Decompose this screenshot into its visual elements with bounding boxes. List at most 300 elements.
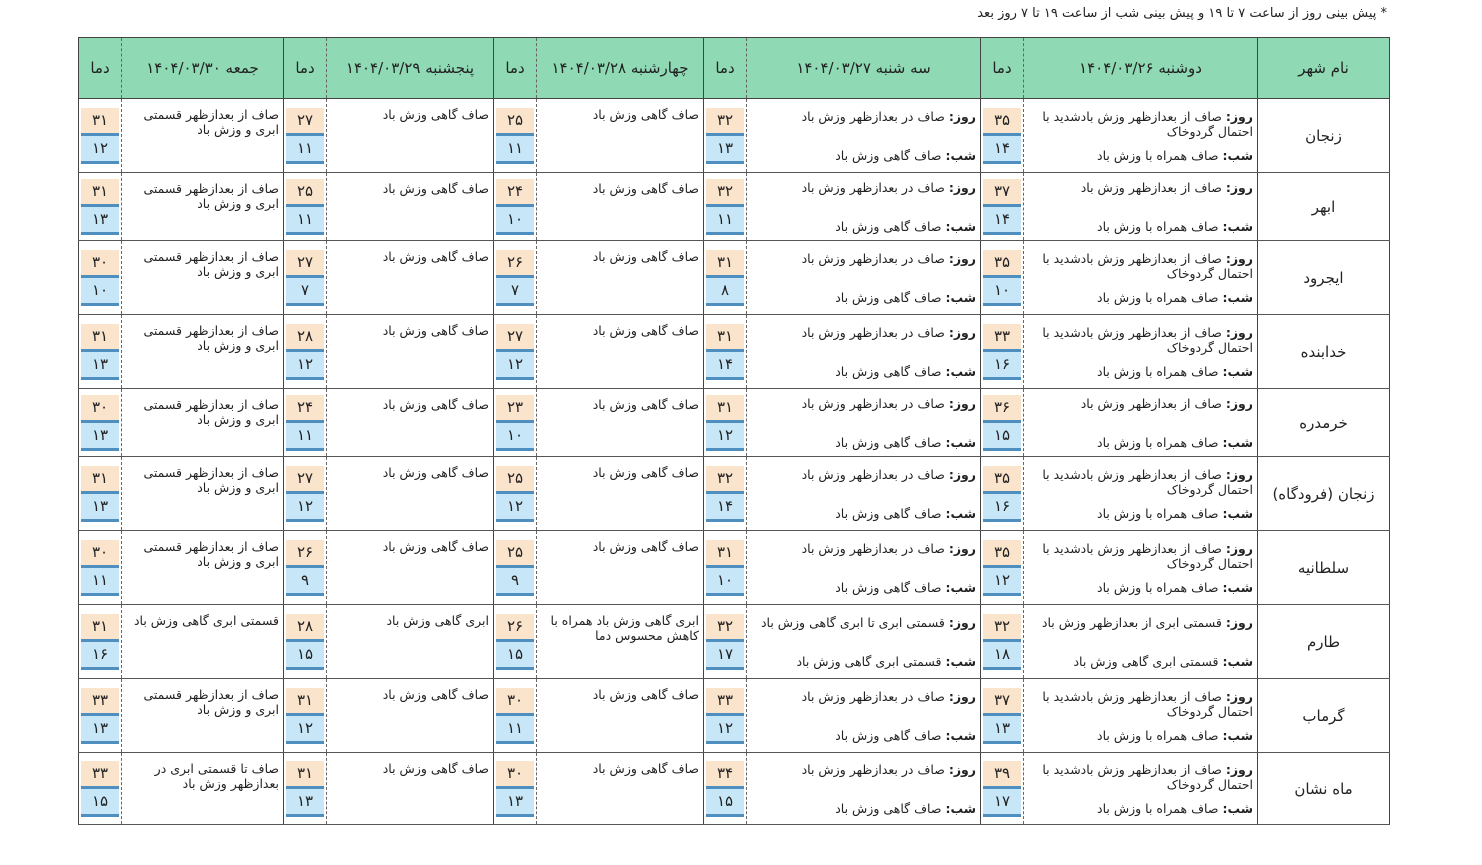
temp-cell — [79, 679, 122, 753]
max-temp: ۳۱ — [286, 688, 324, 716]
day-forecast — [1028, 689, 1253, 719]
night-label: شب: — [945, 579, 976, 595]
min-temp: ۱۱ — [286, 423, 324, 451]
night-forecast — [1028, 364, 1253, 379]
day-label: روز: — [948, 688, 976, 704]
min-temp: ۱۰ — [496, 423, 534, 451]
night-text: صاف همراه با وزش باد — [1097, 218, 1219, 234]
night-text: صاف همراه با وزش باد — [1097, 505, 1219, 521]
temp-cell — [494, 241, 537, 315]
night-text: صاف گاهی وزش باد — [835, 727, 942, 743]
day-text: صاف از بعدازظهر وزش بادشدید با احتمال گردوخاک — [1042, 761, 1253, 792]
night-forecast — [1028, 435, 1253, 450]
night-forecast — [751, 219, 976, 234]
forecast-cell — [537, 389, 704, 457]
forecast-text: صاف از بعدازظهر قسمتی ابری و وزش باد — [143, 397, 279, 427]
min-temp: ۱۷ — [983, 789, 1021, 817]
max-temp: ۳۳ — [81, 688, 119, 716]
day-forecast — [751, 541, 976, 556]
max-temp: ۳۰ — [81, 250, 119, 278]
min-temp: ۱۴ — [983, 136, 1021, 164]
night-label: شب: — [945, 289, 976, 305]
max-temp: ۲۶ — [286, 540, 324, 568]
city-name: ماه نشان — [1258, 753, 1390, 825]
day-forecast — [751, 325, 976, 340]
day-text: صاف از بعدازظهر وزش بادشدید با احتمال گردوخاک — [1042, 466, 1253, 497]
city-name: سلطانیه — [1258, 531, 1390, 605]
night-label: شب: — [945, 727, 976, 743]
night-forecast — [1028, 580, 1253, 595]
forecast-text: صاف گاهی وزش باد — [592, 397, 699, 412]
min-temp: ۱۱ — [286, 207, 324, 235]
day-label: روز: — [948, 108, 976, 124]
day-label: روز: — [1225, 324, 1253, 340]
day-forecast — [1028, 251, 1253, 281]
forecast-text: صاف از بعدازظهر قسمتی ابری و وزش باد — [143, 539, 279, 569]
temp-cell — [284, 315, 327, 389]
header-day-2: سه شنبه ۱۴۰۴/۰۳/۲۷ — [747, 38, 981, 99]
forecast-cell — [327, 315, 494, 389]
min-temp: ۱۲ — [496, 352, 534, 380]
max-temp: ۳۱ — [706, 540, 744, 568]
forecast-cell — [747, 99, 981, 173]
day-label: روز: — [948, 250, 976, 266]
forecast-cell — [537, 605, 704, 679]
day-text: صاف در بعدازظهر وزش باد — [801, 250, 945, 266]
forecast-cell — [327, 457, 494, 531]
forecast-cell — [327, 389, 494, 457]
night-forecast — [751, 801, 976, 816]
header-day-5: جمعه ۱۴۰۴/۰۳/۳۰ — [122, 38, 284, 99]
night-forecast — [1028, 801, 1253, 816]
temp-cell — [494, 679, 537, 753]
temp-cell — [981, 389, 1024, 457]
day-forecast — [751, 180, 976, 195]
night-text: صاف همراه با وزش باد — [1097, 800, 1219, 816]
day-label: روز: — [948, 540, 976, 556]
city-name: زنجان — [1258, 99, 1390, 173]
temp-cell — [704, 315, 747, 389]
temp-cell — [79, 457, 122, 531]
night-text: صاف گاهی وزش باد — [835, 800, 942, 816]
max-temp: ۲۶ — [496, 250, 534, 278]
min-temp: ۱۲ — [496, 494, 534, 522]
day-text: صاف از بعدازظهر وزش باد — [1080, 395, 1222, 411]
header-temp-3: دما — [494, 38, 537, 99]
forecast-cell — [122, 99, 284, 173]
max-temp: ۳۱ — [81, 614, 119, 642]
max-temp: ۳۱ — [706, 395, 744, 423]
max-temp: ۳۰ — [81, 395, 119, 423]
night-text: قسمتی ابری گاهی وزش باد — [1073, 653, 1219, 669]
min-temp: ۷ — [286, 278, 324, 306]
table-row — [79, 315, 1390, 389]
min-temp: ۷ — [496, 278, 534, 306]
max-temp: ۳۵ — [983, 108, 1021, 136]
night-label: شب: — [1222, 363, 1253, 379]
header-city: نام شهر — [1258, 38, 1390, 99]
night-label: شب: — [1222, 218, 1253, 234]
temp-cell — [704, 531, 747, 605]
table-row — [79, 605, 1390, 679]
forecast-table — [78, 37, 1390, 825]
min-temp: ۱۷ — [706, 642, 744, 670]
min-temp: ۱۰ — [81, 278, 119, 306]
table-row — [79, 531, 1390, 605]
forecast-cell — [122, 531, 284, 605]
day-text: صاف در بعدازظهر وزش باد — [801, 540, 945, 556]
temp-cell — [494, 173, 537, 241]
forecast-cell — [1024, 389, 1258, 457]
max-temp: ۳۹ — [983, 761, 1021, 789]
min-temp: ۱۶ — [983, 352, 1021, 380]
table-row — [79, 173, 1390, 241]
min-temp: ۸ — [706, 278, 744, 306]
night-forecast — [1028, 290, 1253, 305]
day-forecast — [1028, 396, 1253, 411]
header-day-1: دوشنبه ۱۴۰۴/۰۳/۲۶ — [1024, 38, 1258, 99]
forecast-cell — [1024, 753, 1258, 825]
night-forecast — [1028, 728, 1253, 743]
max-temp: ۳۵ — [983, 250, 1021, 278]
temp-cell — [79, 241, 122, 315]
min-temp: ۱۳ — [81, 494, 119, 522]
forecast-cell — [537, 753, 704, 825]
max-temp: ۳۰ — [496, 761, 534, 789]
min-temp: ۱۰ — [983, 278, 1021, 306]
temp-cell — [704, 173, 747, 241]
max-temp: ۳۲ — [983, 614, 1021, 642]
min-temp: ۱۸ — [983, 642, 1021, 670]
day-text: صاف از بعدازظهر وزش بادشدید با احتمال گردوخاک — [1042, 540, 1253, 571]
night-text: صاف گاهی وزش باد — [835, 579, 942, 595]
min-temp: ۱۲ — [286, 494, 324, 522]
city-name: طارم — [1258, 605, 1390, 679]
min-temp: ۱۳ — [983, 716, 1021, 744]
min-temp: ۱۰ — [706, 568, 744, 596]
day-forecast — [1028, 325, 1253, 355]
min-temp: ۱۲ — [286, 716, 324, 744]
max-temp: ۲۴ — [286, 395, 324, 423]
temp-cell — [79, 753, 122, 825]
city-name: زنجان (فرودگاه) — [1258, 457, 1390, 531]
temp-cell — [981, 679, 1024, 753]
temp-cell — [981, 315, 1024, 389]
city-name: گرماب — [1258, 679, 1390, 753]
night-label: شب: — [1222, 800, 1253, 816]
day-label: روز: — [1225, 688, 1253, 704]
min-temp: ۱۵ — [706, 789, 744, 817]
min-temp: ۱۱ — [496, 716, 534, 744]
temp-cell — [981, 753, 1024, 825]
day-label: روز: — [1225, 395, 1253, 411]
forecast-cell — [1024, 99, 1258, 173]
max-temp: ۲۷ — [496, 324, 534, 352]
forecast-cell — [537, 173, 704, 241]
forecast-cell — [1024, 679, 1258, 753]
forecast-text: صاف گاهی وزش باد — [592, 107, 699, 122]
temp-cell — [704, 605, 747, 679]
forecast-cell — [327, 679, 494, 753]
max-temp: ۲۵ — [496, 108, 534, 136]
temp-cell — [79, 389, 122, 457]
forecast-cell — [122, 389, 284, 457]
day-label: روز: — [948, 761, 976, 777]
night-label: شب: — [1222, 579, 1253, 595]
night-text: صاف همراه با وزش باد — [1097, 579, 1219, 595]
day-forecast — [751, 762, 976, 777]
temp-cell — [981, 531, 1024, 605]
min-temp: ۱۴ — [706, 352, 744, 380]
night-forecast — [751, 506, 976, 521]
forecast-cell — [122, 315, 284, 389]
day-label: روز: — [1225, 108, 1253, 124]
forecast-text: صاف از بعدازظهر قسمتی ابری و وزش باد — [143, 687, 279, 717]
temp-cell — [704, 389, 747, 457]
temp-cell — [981, 457, 1024, 531]
min-temp: ۱۶ — [81, 642, 119, 670]
forecast-cell — [122, 753, 284, 825]
forecast-cell — [327, 531, 494, 605]
forecast-cell — [327, 173, 494, 241]
forecast-cell — [537, 531, 704, 605]
day-forecast — [1028, 541, 1253, 571]
min-temp: ۱۲ — [81, 136, 119, 164]
max-temp: ۳۱ — [81, 108, 119, 136]
temp-cell — [704, 457, 747, 531]
forecast-cell — [537, 679, 704, 753]
forecast-text: صاف گاهی وزش باد — [382, 687, 489, 702]
forecast-cell — [122, 457, 284, 531]
day-forecast — [1028, 762, 1253, 792]
day-text: قسمتی ابری تا ابری گاهی وزش باد — [760, 614, 945, 630]
forecast-cell — [537, 99, 704, 173]
max-temp: ۲۵ — [496, 466, 534, 494]
night-forecast — [1028, 654, 1253, 669]
forecast-text: قسمتی ابری گاهی وزش باد — [133, 613, 279, 628]
table-row — [79, 99, 1390, 173]
night-forecast — [751, 364, 976, 379]
forecast-text: صاف گاهی وزش باد — [592, 465, 699, 480]
table-row — [79, 753, 1390, 825]
forecast-cell — [747, 753, 981, 825]
day-forecast — [751, 467, 976, 482]
forecast-cell — [1024, 173, 1258, 241]
night-forecast — [751, 435, 976, 450]
forecast-cell — [747, 241, 981, 315]
night-text: صاف گاهی وزش باد — [835, 434, 942, 450]
max-temp: ۳۷ — [983, 179, 1021, 207]
header-day-4: پنجشنبه ۱۴۰۴/۰۳/۲۹ — [327, 38, 494, 99]
max-temp: ۳۱ — [81, 466, 119, 494]
temp-cell — [494, 389, 537, 457]
forecast-text: صاف گاهی وزش باد — [592, 539, 699, 554]
night-label: شب: — [945, 218, 976, 234]
min-temp: ۱۵ — [81, 789, 119, 817]
forecast-text: صاف از بعدازظهر قسمتی ابری و وزش باد — [143, 249, 279, 279]
min-temp: ۱۰ — [496, 207, 534, 235]
header-temp-5: دما — [79, 38, 122, 99]
min-temp: ۱۱ — [81, 568, 119, 596]
forecast-text: صاف گاهی وزش باد — [592, 761, 699, 776]
night-forecast — [751, 654, 976, 669]
temp-cell — [981, 605, 1024, 679]
forecast-text: صاف گاهی وزش باد — [382, 397, 489, 412]
forecast-text: صاف گاهی وزش باد — [592, 323, 699, 338]
forecast-cell — [747, 679, 981, 753]
day-text: قسمتی ابری از بعدازظهر وزش باد — [1041, 614, 1222, 630]
table-row — [79, 679, 1390, 753]
temp-cell — [79, 605, 122, 679]
min-temp: ۱۵ — [983, 423, 1021, 451]
temp-cell — [284, 173, 327, 241]
night-label: شب: — [1222, 653, 1253, 669]
city-name: ابهر — [1258, 173, 1390, 241]
forecast-cell — [537, 457, 704, 531]
forecast-text: صاف از بعدازظهر قسمتی ابری و وزش باد — [143, 107, 279, 137]
day-forecast — [1028, 109, 1253, 139]
table-row — [79, 241, 1390, 315]
max-temp: ۲۳ — [496, 395, 534, 423]
forecast-text: صاف از بعدازظهر قسمتی ابری و وزش باد — [143, 323, 279, 353]
temp-cell — [981, 173, 1024, 241]
day-text: صاف در بعدازظهر وزش باد — [801, 108, 945, 124]
header-day-3: چهارشنبه ۱۴۰۴/۰۳/۲۸ — [537, 38, 704, 99]
day-forecast — [1028, 180, 1253, 195]
max-temp: ۳۲ — [706, 466, 744, 494]
forecast-cell — [1024, 457, 1258, 531]
night-text: صاف همراه با وزش باد — [1097, 727, 1219, 743]
night-label: شب: — [945, 434, 976, 450]
table-row — [79, 389, 1390, 457]
temp-cell — [284, 679, 327, 753]
day-forecast — [751, 689, 976, 704]
temp-cell — [981, 99, 1024, 173]
max-temp: ۳۲ — [706, 614, 744, 642]
max-temp: ۳۵ — [983, 466, 1021, 494]
forecast-text: صاف از بعدازظهر قسمتی ابری و وزش باد — [143, 465, 279, 495]
forecast-cell — [537, 241, 704, 315]
min-temp: ۱۲ — [706, 716, 744, 744]
forecast-text: ابری گاهی وزش باد — [386, 613, 489, 628]
day-text: صاف از بعدازظهر وزش بادشدید با احتمال گردوخاک — [1042, 108, 1253, 139]
min-temp: ۱۵ — [286, 642, 324, 670]
forecast-cell — [327, 241, 494, 315]
night-text: صاف گاهی وزش باد — [835, 147, 942, 163]
max-temp: ۳۲ — [706, 179, 744, 207]
temp-cell — [284, 389, 327, 457]
night-text: صاف همراه با وزش باد — [1097, 289, 1219, 305]
forecast-text: صاف گاهی وزش باد — [382, 323, 489, 338]
night-text: صاف گاهی وزش باد — [835, 363, 942, 379]
forecast-cell — [122, 241, 284, 315]
night-label: شب: — [945, 147, 976, 163]
header-row — [79, 38, 1390, 99]
day-label: روز: — [1225, 466, 1253, 482]
night-text: صاف گاهی وزش باد — [835, 505, 942, 521]
day-label: روز: — [1225, 614, 1253, 630]
night-label: شب: — [1222, 727, 1253, 743]
temp-cell — [494, 605, 537, 679]
forecast-text: صاف گاهی وزش باد — [592, 181, 699, 196]
day-text: صاف در بعدازظهر وزش باد — [801, 179, 945, 195]
header-temp-1: دما — [981, 38, 1024, 99]
forecast-cell — [1024, 241, 1258, 315]
night-label: شب: — [945, 653, 976, 669]
forecast-text: صاف گاهی وزش باد — [382, 181, 489, 196]
night-label: شب: — [1222, 289, 1253, 305]
night-text: صاف همراه با وزش باد — [1097, 363, 1219, 379]
temp-cell — [79, 315, 122, 389]
max-temp: ۳۶ — [983, 395, 1021, 423]
header-temp-4: دما — [284, 38, 327, 99]
header-temp-2: دما — [704, 38, 747, 99]
night-forecast — [751, 148, 976, 163]
day-label: روز: — [1225, 761, 1253, 777]
day-text: صاف از بعدازظهر وزش بادشدید با احتمال گردوخاک — [1042, 250, 1253, 281]
temp-cell — [981, 241, 1024, 315]
forecast-cell — [327, 99, 494, 173]
day-text: صاف از بعدازظهر وزش بادشدید با احتمال گردوخاک — [1042, 324, 1253, 355]
day-label: روز: — [948, 614, 976, 630]
min-temp: ۱۳ — [706, 136, 744, 164]
night-forecast — [751, 728, 976, 743]
night-text: صاف گاهی وزش باد — [835, 289, 942, 305]
night-text: صاف همراه با وزش باد — [1097, 434, 1219, 450]
max-temp: ۲۷ — [286, 108, 324, 136]
night-text: صاف گاهی وزش باد — [835, 218, 942, 234]
max-temp: ۲۸ — [286, 324, 324, 352]
night-label: شب: — [1222, 434, 1253, 450]
temp-cell — [494, 99, 537, 173]
forecast-cell — [1024, 315, 1258, 389]
night-forecast — [751, 290, 976, 305]
night-forecast — [1028, 506, 1253, 521]
forecast-cell — [1024, 605, 1258, 679]
day-label: روز: — [1225, 250, 1253, 266]
day-label: روز: — [1225, 179, 1253, 195]
night-text: قسمتی ابری گاهی وزش باد — [796, 653, 942, 669]
temp-cell — [494, 315, 537, 389]
min-temp: ۱۲ — [706, 423, 744, 451]
max-temp: ۳۳ — [81, 761, 119, 789]
min-temp: ۱۴ — [706, 494, 744, 522]
temp-cell — [494, 457, 537, 531]
max-temp: ۳۱ — [706, 324, 744, 352]
forecast-text: صاف از بعدازظهر قسمتی ابری و وزش باد — [143, 181, 279, 211]
forecast-text: صاف گاهی وزش باد — [382, 249, 489, 264]
night-label: شب: — [945, 800, 976, 816]
temp-cell — [494, 531, 537, 605]
max-temp: ۳۱ — [81, 179, 119, 207]
min-temp: ۹ — [286, 568, 324, 596]
max-temp: ۳۲ — [706, 108, 744, 136]
forecast-cell — [122, 679, 284, 753]
temp-cell — [284, 605, 327, 679]
min-temp: ۱۳ — [81, 423, 119, 451]
min-temp: ۱۳ — [81, 352, 119, 380]
temp-cell — [284, 99, 327, 173]
forecast-text: صاف تا قسمتی ابری در بعدازظهر وزش باد — [154, 761, 279, 791]
day-forecast — [1028, 467, 1253, 497]
max-temp: ۳۱ — [286, 761, 324, 789]
forecast-cell — [747, 389, 981, 457]
city-name: ایجرود — [1258, 241, 1390, 315]
temp-cell — [79, 173, 122, 241]
temp-cell — [79, 531, 122, 605]
min-temp: ۱۳ — [286, 789, 324, 817]
forecast-text: صاف گاهی وزش باد — [592, 249, 699, 264]
